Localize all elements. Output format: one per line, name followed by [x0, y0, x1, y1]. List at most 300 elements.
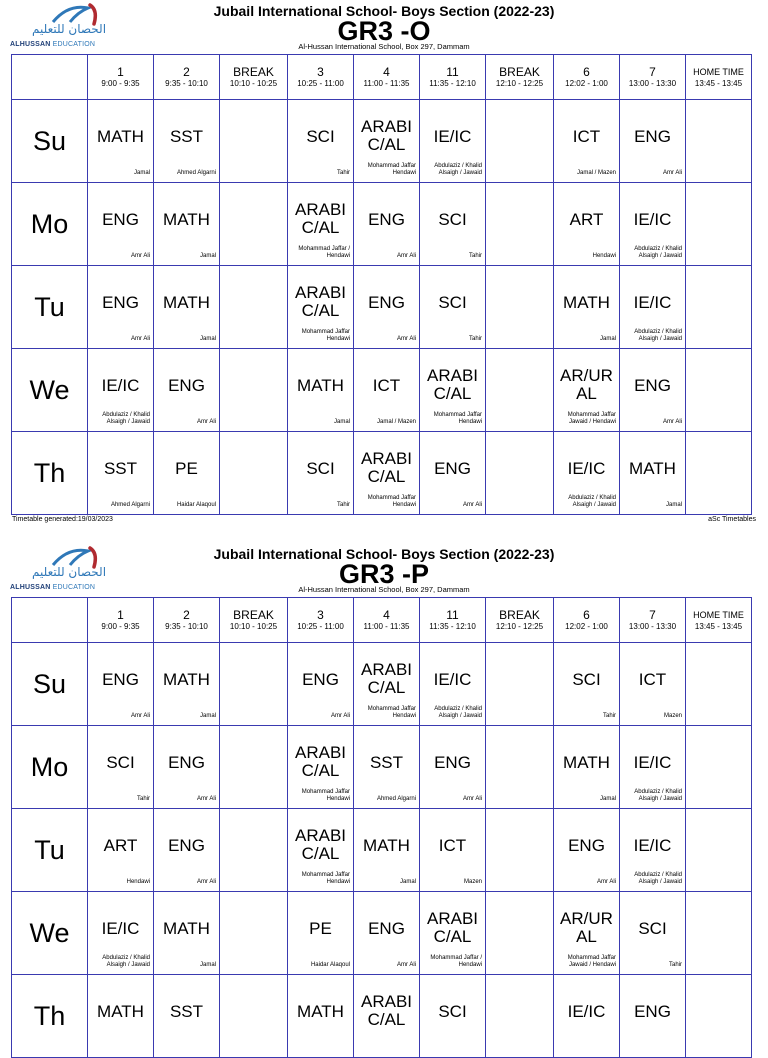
teacher-name: Jamal — [199, 253, 216, 259]
lesson-cell — [354, 266, 420, 349]
subject-name: ENG — [102, 670, 139, 689]
timetable-generated-note: Timetable generated:19/03/2023 — [12, 516, 113, 523]
subject-name: ENG — [168, 836, 205, 855]
lesson-cell — [288, 183, 354, 266]
day-row — [12, 266, 752, 349]
lesson-cell — [554, 726, 620, 809]
lesson-cell — [154, 183, 220, 266]
lesson-cell — [420, 349, 486, 432]
lesson-cell — [88, 726, 154, 809]
subject-name: ENG — [634, 127, 671, 146]
day-row — [12, 892, 752, 975]
period-time: 9:35 - 10:10 — [165, 621, 208, 631]
subject-name: IE/IC — [567, 459, 606, 478]
subject-name: ICT — [372, 376, 401, 395]
lesson-cell — [88, 100, 154, 183]
subject-name: ENG — [102, 293, 139, 312]
period-number: 2 — [183, 64, 190, 79]
subject-name: IE/IC — [567, 1002, 606, 1021]
subject-name: MATH — [297, 376, 344, 395]
subject-name: ENG — [368, 210, 405, 229]
teacher-name: Jamal — [199, 962, 216, 968]
lesson-cell — [620, 266, 686, 349]
period-header — [154, 55, 220, 100]
lesson-cell — [686, 892, 752, 975]
teacher-name: Amr Ali — [596, 879, 616, 885]
timetable-gr3-p — [0, 543, 768, 1031]
subject-name: ENG — [102, 210, 139, 229]
teacher-name: Mohammad Jaffar Jawaid / Hendawi — [567, 955, 616, 968]
lesson-cell — [220, 643, 288, 726]
period-time: 9:35 - 10:10 — [165, 78, 208, 88]
teacher-name: Mohammad Jaffar / Hendawi — [430, 955, 482, 968]
subject-name: ARABI C/AL — [426, 366, 479, 403]
lesson-cell — [554, 892, 620, 975]
period-header — [420, 55, 486, 100]
subject-name: MATH — [163, 293, 210, 312]
lesson-cell — [88, 266, 154, 349]
subject-name: MATH — [629, 459, 676, 478]
day-label: We — [12, 349, 88, 432]
period-number: HOME TIME — [693, 66, 744, 77]
period-time: 12:10 - 12:25 — [495, 621, 544, 631]
subject-name: ENG — [634, 376, 671, 395]
subject-name: ENG — [568, 836, 605, 855]
subject-name: IE/IC — [101, 376, 140, 395]
lesson-cell — [220, 432, 288, 515]
lesson-cell — [288, 726, 354, 809]
subject-name: ICT — [572, 127, 601, 146]
lesson-cell — [620, 100, 686, 183]
lesson-cell — [486, 975, 554, 1058]
lesson-cell — [88, 183, 154, 266]
period-number: BREAK — [499, 64, 540, 79]
teacher-name: Tahir — [602, 713, 616, 719]
lesson-cell — [620, 349, 686, 432]
subject-name: SCI — [572, 670, 601, 689]
grade-title: GR3 -P — [338, 559, 430, 589]
subject-name: ARABI C/AL — [294, 283, 347, 320]
period-number: BREAK — [233, 64, 274, 79]
teacher-name: Jamal / Mazen — [576, 170, 616, 176]
day-label: Tu — [12, 809, 88, 892]
period-header — [220, 598, 288, 643]
lesson-cell — [620, 975, 686, 1058]
teacher-name: Jamal — [665, 502, 682, 508]
subject-name: SCI — [306, 459, 335, 478]
teacher-name: Mohammad Jaffar Hendawi — [367, 163, 416, 176]
period-header — [288, 55, 354, 100]
day-row — [12, 975, 752, 1058]
lesson-cell — [554, 643, 620, 726]
teacher-name: Amr Ali — [196, 419, 216, 425]
teacher-name: Jamal — [199, 713, 216, 719]
lesson-cell — [88, 892, 154, 975]
lesson-cell — [486, 349, 554, 432]
teacher-name: Abdulaziz / Khalid Alsaigh / Jawaid — [634, 789, 682, 802]
period-time: 13:00 - 13:30 — [628, 78, 677, 88]
logo-brand: ALHUSSAN — [10, 41, 51, 48]
teacher-name: Abdulaziz / Khalid Alsaigh / Jawaid — [102, 412, 150, 425]
lesson-cell — [686, 349, 752, 432]
timetable-grid — [11, 54, 752, 515]
subject-name: MATH — [163, 919, 210, 938]
lesson-cell — [220, 349, 288, 432]
lesson-cell — [88, 975, 154, 1058]
period-number: HOME TIME — [693, 609, 744, 620]
day-label: Su — [12, 643, 88, 726]
school-address: Al-Hussan International School, Box 297, Dammam — [298, 42, 470, 51]
lesson-cell — [686, 266, 752, 349]
period-header — [486, 598, 554, 643]
lesson-cell — [686, 183, 752, 266]
lesson-cell — [686, 100, 752, 183]
lesson-cell — [354, 975, 420, 1058]
period-number: 7 — [649, 64, 656, 79]
lesson-cell — [686, 975, 752, 1058]
lesson-cell — [354, 432, 420, 515]
lesson-cell — [620, 726, 686, 809]
subject-name: MATH — [363, 836, 410, 855]
asc-timetables-credit: aSc Timetables — [708, 516, 756, 523]
teacher-name: Jamal — [133, 170, 150, 176]
teacher-name: Jamal — [199, 336, 216, 342]
subject-name: IE/IC — [633, 210, 672, 229]
logo-arabic-text: الحصان للتعليم — [32, 22, 107, 36]
subject-name: ARABI C/AL — [360, 660, 413, 697]
lesson-cell — [420, 266, 486, 349]
teacher-name: Mohammad Jaffar / Hendawi — [298, 246, 350, 259]
period-header — [220, 55, 288, 100]
teacher-name: Jamal — [599, 336, 616, 342]
lesson-cell — [554, 266, 620, 349]
teacher-name: Amr Ali — [330, 713, 350, 719]
teacher-name: Haidar Alaqoul — [176, 502, 216, 508]
lesson-cell — [620, 183, 686, 266]
subject-name: ENG — [368, 919, 405, 938]
subject-name: PE — [175, 459, 198, 478]
subject-name: IE/IC — [433, 127, 472, 146]
subject-name: MATH — [97, 127, 144, 146]
subject-name: ENG — [168, 753, 205, 772]
day-label: Th — [12, 432, 88, 515]
period-number: 1 — [117, 607, 124, 622]
lesson-cell — [154, 100, 220, 183]
day-label: Tu — [12, 266, 88, 349]
day-label: Th — [12, 975, 88, 1058]
period-time: 11:00 - 11:35 — [363, 78, 410, 88]
subject-name: SCI — [638, 919, 667, 938]
lesson-cell — [686, 432, 752, 515]
period-number: BREAK — [233, 607, 274, 622]
lesson-cell — [288, 643, 354, 726]
lesson-cell — [154, 266, 220, 349]
teacher-name: Abdulaziz / Khalid Alsaigh / Jawaid — [634, 246, 682, 259]
teacher-name: Tahir — [468, 336, 482, 342]
subject-name: ENG — [634, 1002, 671, 1021]
lesson-cell — [486, 809, 554, 892]
lesson-cell — [486, 726, 554, 809]
lesson-cell — [686, 643, 752, 726]
period-number: 11 — [446, 64, 459, 79]
teacher-name: Haidar Alaqoul — [310, 962, 350, 968]
subject-name: ARABI C/AL — [294, 743, 347, 780]
lesson-cell — [486, 183, 554, 266]
lesson-cell — [88, 432, 154, 515]
subject-name: IE/IC — [633, 836, 672, 855]
teacher-name: Hendawi — [592, 253, 616, 259]
lesson-cell — [154, 809, 220, 892]
teacher-name: Mohammad Jaffar Hendawi — [301, 789, 350, 802]
lesson-cell — [154, 643, 220, 726]
period-time: 11:00 - 11:35 — [363, 621, 410, 631]
period-time: 10:10 - 10:25 — [229, 621, 278, 631]
teacher-name: Mohammad Jaffar Hendawi — [301, 329, 350, 342]
period-time: 9:00 - 9:35 — [101, 621, 140, 631]
teacher-name: Amr Ali — [130, 713, 150, 719]
teacher-name: Ahmed Algarni — [110, 502, 150, 508]
lesson-cell — [288, 975, 354, 1058]
period-header — [554, 55, 620, 100]
lesson-cell — [554, 432, 620, 515]
teacher-name: Amr Ali — [396, 253, 416, 259]
day-label: Mo — [12, 726, 88, 809]
period-time: 12:10 - 12:25 — [495, 78, 544, 88]
subject-name: ICT — [638, 670, 667, 689]
lesson-cell — [620, 892, 686, 975]
teacher-name: Amr Ali — [130, 336, 150, 342]
teacher-name: Jamal — [333, 419, 350, 425]
period-time: 9:00 - 9:35 — [101, 78, 140, 88]
period-header — [354, 598, 420, 643]
lesson-cell — [288, 100, 354, 183]
lesson-cell — [154, 892, 220, 975]
subject-name: ICT — [438, 836, 467, 855]
teacher-name: Mohammad Jaffar Hendawi — [301, 872, 350, 885]
lesson-cell — [220, 183, 288, 266]
day-row — [12, 643, 752, 726]
teacher-name: Amr Ali — [462, 796, 482, 802]
subject-name: SST — [369, 753, 404, 772]
lesson-cell — [88, 349, 154, 432]
lesson-cell — [486, 100, 554, 183]
subject-name: MATH — [563, 293, 610, 312]
teacher-name: Amr Ali — [662, 419, 682, 425]
lesson-cell — [620, 809, 686, 892]
lesson-cell — [220, 892, 288, 975]
period-number: 4 — [383, 64, 390, 79]
subject-name: MATH — [297, 1002, 344, 1021]
lesson-cell — [288, 809, 354, 892]
period-number: 2 — [183, 607, 190, 622]
subject-name: SCI — [438, 1002, 467, 1021]
day-row — [12, 432, 752, 515]
logo-brand-2: EDUCATION — [52, 41, 96, 48]
teacher-name: Ahmed Algarni — [176, 170, 216, 176]
period-number: 6 — [583, 607, 590, 622]
teacher-name: Mohammad Jaffar Hendawi — [367, 706, 416, 719]
subject-name: ART — [103, 836, 138, 855]
period-header — [88, 55, 154, 100]
lesson-cell — [354, 183, 420, 266]
period-header — [620, 55, 686, 100]
subject-name: SST — [103, 459, 138, 478]
period-time: 11:35 - 12:10 — [429, 78, 476, 88]
lesson-cell — [154, 726, 220, 809]
lesson-cell — [486, 892, 554, 975]
lesson-cell — [420, 183, 486, 266]
logo-arabic-text: الحصان للتعليم — [32, 565, 107, 579]
teacher-name: Tahir — [336, 502, 350, 508]
period-time: 12:02 - 1:00 — [565, 621, 608, 631]
teacher-name: Amr Ali — [396, 336, 416, 342]
subject-name: SCI — [106, 753, 135, 772]
subject-name: AR/UR AL — [560, 909, 613, 946]
teacher-name: Jamal / Mazen — [376, 419, 416, 425]
lesson-cell — [220, 975, 288, 1058]
teacher-name: Abdulaziz / Khalid Alsaigh / Jawaid — [634, 329, 682, 342]
lesson-cell — [220, 726, 288, 809]
lesson-cell — [354, 643, 420, 726]
period-time: 11:35 - 12:10 — [429, 621, 476, 631]
subject-name: IE/IC — [633, 753, 672, 772]
teacher-name: Mohammad Jaffar Hendawi — [433, 412, 482, 425]
day-label: We — [12, 892, 88, 975]
logo-brand-2: EDUCATION — [52, 584, 96, 591]
subject-name: PE — [309, 919, 332, 938]
period-number: BREAK — [499, 607, 540, 622]
period-number: 3 — [317, 607, 324, 622]
period-header — [620, 598, 686, 643]
day-label: Mo — [12, 183, 88, 266]
lesson-cell — [420, 432, 486, 515]
teacher-name: Tahir — [668, 962, 682, 968]
lesson-cell — [420, 100, 486, 183]
period-time: 13:00 - 13:30 — [628, 621, 677, 631]
lesson-cell — [288, 266, 354, 349]
teacher-name: Ahmed Algarni — [376, 796, 416, 802]
lesson-cell — [554, 183, 620, 266]
subject-name: IE/IC — [633, 293, 672, 312]
day-row — [12, 100, 752, 183]
teacher-name: Amr Ali — [196, 879, 216, 885]
school-address: Al-Hussan International School, Box 297, Dammam — [298, 585, 470, 594]
teacher-name: Amr Ali — [130, 253, 150, 259]
subject-name: ENG — [302, 670, 339, 689]
lesson-cell — [288, 349, 354, 432]
teacher-name: Amr Ali — [662, 170, 682, 176]
teacher-name: Tahir — [336, 170, 350, 176]
teacher-name: Amr Ali — [396, 962, 416, 968]
lesson-cell — [354, 100, 420, 183]
teacher-name: Mohammad Jaffar Hendawi — [367, 495, 416, 508]
teacher-name: Tahir — [136, 796, 150, 802]
lesson-cell — [154, 349, 220, 432]
period-time: 10:10 - 10:25 — [229, 78, 278, 88]
lesson-cell — [154, 432, 220, 515]
lesson-cell — [220, 100, 288, 183]
teacher-name: Tahir — [468, 253, 482, 259]
period-number: 7 — [649, 607, 656, 622]
period-number: 3 — [317, 64, 324, 79]
subject-name: AR/UR AL — [560, 366, 613, 403]
lesson-cell — [354, 726, 420, 809]
subject-name: ENG — [434, 753, 471, 772]
lesson-cell — [88, 809, 154, 892]
period-header — [288, 598, 354, 643]
lesson-cell — [420, 975, 486, 1058]
period-header — [686, 55, 752, 100]
timetable-grid — [11, 597, 752, 1058]
lesson-cell — [288, 892, 354, 975]
teacher-name: Mazen — [663, 713, 682, 719]
day-row — [12, 349, 752, 432]
subject-name: IE/IC — [101, 919, 140, 938]
subject-name: ART — [569, 210, 604, 229]
teacher-name: Amr Ali — [462, 502, 482, 508]
lesson-cell — [620, 432, 686, 515]
lesson-cell — [486, 643, 554, 726]
lesson-cell — [288, 432, 354, 515]
day-row — [12, 183, 752, 266]
corner-cell — [12, 55, 88, 100]
subject-name: IE/IC — [433, 670, 472, 689]
period-header — [420, 598, 486, 643]
lesson-cell — [620, 643, 686, 726]
period-number: 4 — [383, 607, 390, 622]
grade-title: GR3 -O — [337, 16, 431, 46]
teacher-name: Mazen — [463, 879, 482, 885]
school-name: Jubail International School- Boys Section (2022-23) — [213, 3, 555, 19]
subject-name: SST — [169, 127, 204, 146]
subject-name: SCI — [306, 127, 335, 146]
period-time: 13:45 - 13:45 — [694, 78, 743, 88]
period-time: 10:25 - 11:00 — [297, 621, 344, 631]
lesson-cell — [420, 643, 486, 726]
teacher-name: Amr Ali — [196, 796, 216, 802]
day-label: Su — [12, 100, 88, 183]
teacher-name: Mohammad Jaffar Jawaid / Hendawi — [567, 412, 616, 425]
subject-name: MATH — [563, 753, 610, 772]
lesson-cell — [354, 892, 420, 975]
period-number: 1 — [117, 64, 124, 79]
period-header — [354, 55, 420, 100]
lesson-cell — [486, 432, 554, 515]
period-header-row — [12, 55, 752, 100]
teacher-name: Abdulaziz / Khalid Alsaigh / Jawaid — [434, 706, 482, 719]
subject-name: ENG — [434, 459, 471, 478]
lesson-cell — [354, 349, 420, 432]
lesson-cell — [486, 266, 554, 349]
day-row — [12, 809, 752, 892]
subject-name: ARABI C/AL — [426, 909, 479, 946]
subject-name: SCI — [438, 210, 467, 229]
subject-name: ARABI C/AL — [360, 449, 413, 486]
period-number: 6 — [583, 64, 590, 79]
subject-name: SCI — [438, 293, 467, 312]
period-number: 11 — [446, 607, 459, 622]
subject-name: ARABI C/AL — [294, 200, 347, 237]
lesson-cell — [154, 975, 220, 1058]
period-header — [686, 598, 752, 643]
subject-name: ARABI C/AL — [294, 826, 347, 863]
subject-name: ARABI C/AL — [360, 992, 413, 1029]
teacher-name: Jamal — [599, 796, 616, 802]
subject-name: MATH — [97, 1002, 144, 1021]
lesson-cell — [220, 266, 288, 349]
period-header-row — [12, 598, 752, 643]
subject-name: ARABI C/AL — [360, 117, 413, 154]
